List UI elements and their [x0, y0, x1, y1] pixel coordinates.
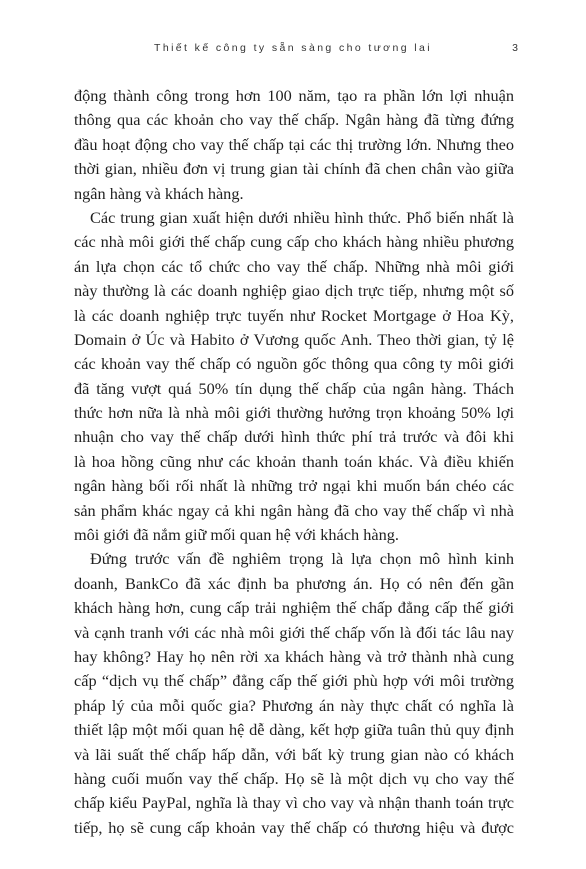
- text-line: ngân hàng và khách hàng.: [74, 183, 244, 203]
- text-line: đã tăng vượt quá 50% tín dụng thế chấp của ngân hàng. Thách: [74, 378, 514, 398]
- text-line: và lãi suất thế chấp hấp dẫn, với bất kỳ trung gian nào có khách: [74, 744, 514, 764]
- text-line: động thành công trong hơn 100 năm, tạo ra phần lớn lợi nhuận: [74, 86, 514, 105]
- text-line: ngân hàng bối rối nhất là những trở ngại khi muốn bán chéo các: [74, 476, 514, 496]
- text-line: các nhà môi giới thế chấp cung cấp cho khách hàng nhiều phương: [74, 232, 514, 252]
- text-line: sản phẩm khác ngay cả khi ngân hàng đã cho vay thế chấp vì nhà: [74, 500, 514, 520]
- text-line: cấp “dịch vụ thế chấp” đẳng cấp thế giới phù hợp với môi trường: [74, 671, 514, 691]
- text-line: đầu hoạt động cho vay thế chấp tại các thị trường lớn. Nhưng theo: [74, 134, 514, 154]
- text-line: doanh, BankCo đã xác định ba phương án. Họ có nên đến gần: [74, 573, 514, 593]
- text-line: pháp lý của mỗi quốc gia? Phương án này thực chất có nghĩa là: [74, 695, 514, 715]
- text-line: Các trung gian xuất hiện dưới nhiều hình thức. Phổ biến nhất là: [90, 207, 514, 227]
- text-line: là hoa hồng cũng như các khoản thanh toán khác. Và điều khiến: [74, 451, 514, 471]
- text-line: hay không? Hay họ nên rời xa khách hàng và trở thành nhà cung: [74, 646, 514, 666]
- text-line: Đứng trước vấn đề nghiêm trọng là lựa chọn mô hình kinh: [90, 549, 514, 569]
- text-line: thông qua các khoản cho vay thế chấp. Ngân hàng đã từng đứng: [74, 110, 514, 130]
- running-title: Thiết kế công ty sẵn sàng cho tương lai: [154, 42, 432, 54]
- text-line: và cạnh tranh với các nhà môi giới thế chấp vốn là đối tác lâu nay: [74, 622, 514, 642]
- text-line: thiết lập một mối quan hệ dễ dàng, kết hợp giữa tuân thủ quy định: [74, 720, 514, 740]
- text-line: môi giới đã nắm giữ mối quan hệ với khách hàng.: [74, 525, 399, 545]
- text-line: thời gian, nhiều đơn vị trung gian tài chính đã chen chân vào giữa: [74, 159, 514, 179]
- running-header: [0, 42, 586, 60]
- text-line: này thường là các doanh nghiệp giao dịch trực tiếp, nhưng một số: [74, 281, 514, 301]
- paragraph: [74, 547, 514, 840]
- text-line: hàng cuối muốn vay thế chấp. Họ sẽ là một dịch vụ cho vay thế: [74, 768, 514, 788]
- paragraph: [74, 206, 514, 547]
- text-line: khách hàng hơn, cung cấp trải nghiệm thế chấp đẳng cấp thế giới: [74, 598, 514, 618]
- text-line: các khoản vay thế chấp có nguồn gốc thông qua công ty môi giới: [74, 354, 514, 374]
- text-line: là các doanh nghiệp trực tuyến như Rocket Mortgage ở Hoa Kỳ,: [74, 305, 514, 325]
- text-line: chấp kiểu PayPal, nghĩa là thay vì cho vay và nhận thanh toán trực: [74, 793, 514, 813]
- text-line: nhuận cho vay thế chấp dưới hình thức phí trả trước và đôi khi: [74, 427, 514, 447]
- text-line: Domain ở Úc và Habito ở Vương quốc Anh. Theo thời gian, tỷ lệ: [74, 329, 514, 349]
- text-line: án lựa chọn các tổ chức cho vay thế chấp. Những nhà môi giới: [74, 256, 514, 276]
- text-line: thức hơn nữa là nhà môi giới thường hưởng trọn khoảng 50% lợi: [74, 403, 514, 423]
- page-number: 3: [512, 42, 518, 54]
- paragraph: [74, 84, 514, 206]
- body-text: [74, 84, 514, 840]
- text-line: tiếp, họ sẽ cung cấp khoản vay thế chấp có thương hiệu và được: [74, 817, 514, 837]
